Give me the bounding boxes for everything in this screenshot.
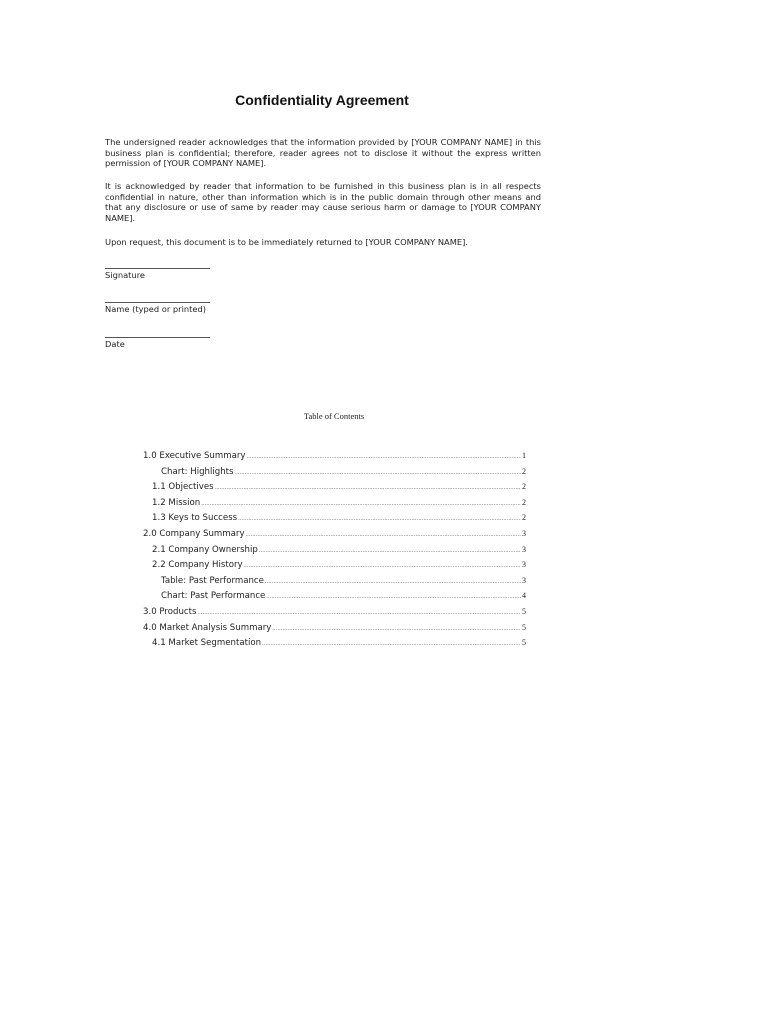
toc-entry[interactable] — [152, 498, 526, 512]
toc-entry-label: 1.3 Keys to Success — [152, 513, 238, 524]
toc-leader-dots — [215, 485, 521, 491]
toc-entry[interactable] — [152, 482, 526, 496]
name-label: Name (typed or printed) — [105, 304, 207, 314]
toc-entry-label: 3.0 Products — [143, 607, 197, 617]
agreement-paragraph: The undersigned reader acknowledges that the information provided by [YOUR COMPANY NAME] in this business plan is confidential; therefore, reader agrees not to disclose it without the express written permission of [YOUR COMPANY NAME]. — [105, 137, 541, 169]
toc-leader-dots — [238, 516, 521, 522]
toc-page-number: 5 — [522, 607, 526, 616]
toc-leader-dots — [244, 563, 521, 569]
toc-entry[interactable] — [143, 623, 526, 637]
toc-entry-label: 2.0 Company Summary — [143, 529, 245, 539]
agreement-paragraph: It is acknowledged by reader that information to be furnished in this business plan is in all respects confidential in nature, other than information which is in the public domain through other means and that any disclosure or use of same by reader may cause serious harm or damage to [YOUR COMPANY NAME]. — [105, 181, 541, 223]
agreement-paragraph: Upon request, this document is to be immediately returned to [YOUR COMPANY NAME]. — [105, 237, 468, 247]
toc-leader-dots — [266, 594, 521, 600]
toc-entry-label: 1.0 Executive Summary — [143, 451, 246, 461]
toc-entry-label: Chart: Past Performance — [161, 591, 266, 602]
toc-entry[interactable] — [152, 560, 526, 574]
toc-entry[interactable] — [161, 591, 526, 605]
toc-page-number: 3 — [522, 560, 526, 570]
toc-heading: Table of Contents — [303, 411, 365, 421]
toc-entry[interactable] — [143, 607, 526, 621]
toc-entry[interactable] — [143, 451, 526, 465]
toc-entry[interactable] — [143, 529, 526, 543]
toc-entry-label: Chart: Highlights — [161, 466, 234, 477]
toc-leader-dots — [235, 470, 521, 476]
toc-entry[interactable] — [161, 467, 526, 481]
toc-entry[interactable] — [161, 576, 526, 590]
toc-page-number: 5 — [522, 638, 526, 648]
toc-page-number: 2 — [522, 466, 526, 476]
toc-entry-label: 4.0 Market Analysis Summary — [143, 622, 272, 633]
toc-leader-dots — [262, 641, 521, 647]
toc-leader-dots — [259, 548, 521, 554]
signature-line — [105, 268, 210, 269]
toc-entry-label: 2.2 Company History — [152, 560, 243, 571]
date-label: Date — [105, 339, 125, 349]
toc-page-number: 3 — [522, 544, 526, 554]
toc-leader-dots — [272, 626, 521, 632]
toc-entry[interactable] — [152, 638, 526, 652]
toc-leader-dots — [265, 579, 521, 585]
signature-label: Signature — [105, 270, 146, 280]
toc-page-number: 2 — [522, 497, 526, 507]
toc-page-number: 3 — [522, 529, 526, 538]
toc-page-number: 2 — [522, 513, 526, 523]
toc-leader-dots — [247, 454, 522, 460]
toc-leader-dots — [246, 532, 521, 538]
toc-entry[interactable] — [152, 545, 526, 559]
toc-entry-label: 4.1 Market Segmentation — [152, 638, 262, 649]
toc-page-number: 4 — [522, 591, 526, 601]
toc-page-number: 2 — [522, 482, 526, 492]
toc-page-number: 3 — [522, 575, 526, 585]
toc-entry-label: Table: Past Performance — [161, 575, 264, 586]
toc-page-number: 5 — [522, 622, 526, 632]
date-line — [105, 337, 210, 338]
toc-entry-label: 1.2 Mission — [152, 497, 201, 508]
document-title: Confidentiality Agreement — [235, 92, 409, 108]
toc-entry-label: 1.1 Objectives — [152, 482, 214, 493]
toc-leader-dots — [201, 501, 521, 507]
toc-entry[interactable] — [152, 513, 526, 527]
name-line — [105, 302, 210, 303]
toc-entry-label: 2.1 Company Ownership — [152, 544, 258, 555]
toc-page-number: 1 — [522, 451, 526, 460]
toc-leader-dots — [198, 610, 521, 616]
